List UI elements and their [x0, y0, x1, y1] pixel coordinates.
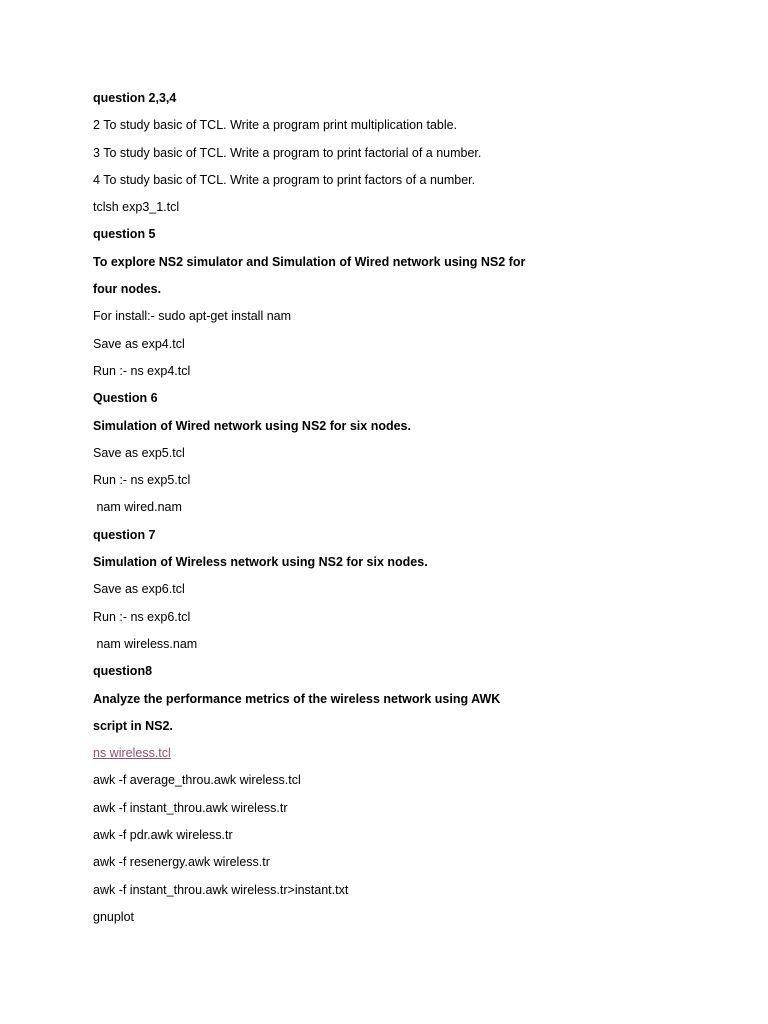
question-3-text: 3 To study basic of TCL. Write a program to print factorial of a number.	[93, 145, 482, 160]
question-6-title: Simulation of Wired network using NS2 for six nodes.	[93, 418, 411, 433]
save-as-exp4: Save as exp4.tcl	[93, 336, 185, 351]
run-exp6: Run :- ns exp6.tcl	[93, 609, 191, 624]
question-7-title: Simulation of Wireless network using NS2 for six nodes.	[93, 555, 428, 570]
question-4-text: 4 To study basic of TCL. Write a program to print factors of a number.	[93, 172, 476, 187]
command-tclsh: tclsh exp3_1.tcl	[93, 200, 180, 215]
question-2-text: 2 To study basic of TCL. Write a program print multiplication table.	[93, 118, 458, 133]
gnuplot-command: gnuplot	[93, 909, 135, 924]
awk-resenergy: awk -f resenergy.awk wireless.tr	[93, 855, 270, 870]
question-8-title-line-1: Analyze the performance metrics of the wireless network using AWK	[93, 691, 501, 706]
question-5-title-line-2: four nodes.	[93, 282, 162, 297]
awk-average-throu: awk -f average_throu.awk wireless.tcl	[93, 773, 301, 788]
document-body	[93, 85, 733, 931]
heading-question-2-3-4: question 2,3,4	[93, 91, 177, 105]
install-command: For install:- sudo apt-get install nam	[93, 309, 292, 324]
ns-wireless-line	[93, 740, 733, 767]
heading-question-6: Question 6	[93, 391, 158, 406]
awk-instant-throu: awk -f instant_throu.awk wireless.tr	[93, 800, 288, 815]
run-exp4: Run :- ns exp4.tcl	[93, 363, 191, 378]
nam-wireless: nam wireless.nam	[93, 636, 198, 651]
save-as-exp6: Save as exp6.tcl	[93, 582, 185, 597]
question-8-title-line-2: script in NS2.	[93, 718, 173, 733]
nam-wired: nam wired.nam	[93, 500, 182, 515]
run-exp5: Run :- ns exp5.tcl	[93, 473, 191, 488]
heading-question-8: question8	[93, 664, 153, 679]
awk-instant-throu-redirect: awk -f instant_throu.awk wireless.tr>instant.txt	[93, 882, 349, 897]
awk-pdr: awk -f pdr.awk wireless.tr	[93, 828, 233, 843]
question-5-title-line-1: To explore NS2 simulator and Simulation of Wired network using NS2 for	[93, 254, 526, 269]
save-as-exp5: Save as exp5.tcl	[93, 445, 185, 460]
ns-wireless-link[interactable]: ns wireless.tcl	[93, 746, 171, 761]
heading-question-5: question 5	[93, 227, 156, 242]
heading-question-7: question 7	[93, 527, 156, 542]
